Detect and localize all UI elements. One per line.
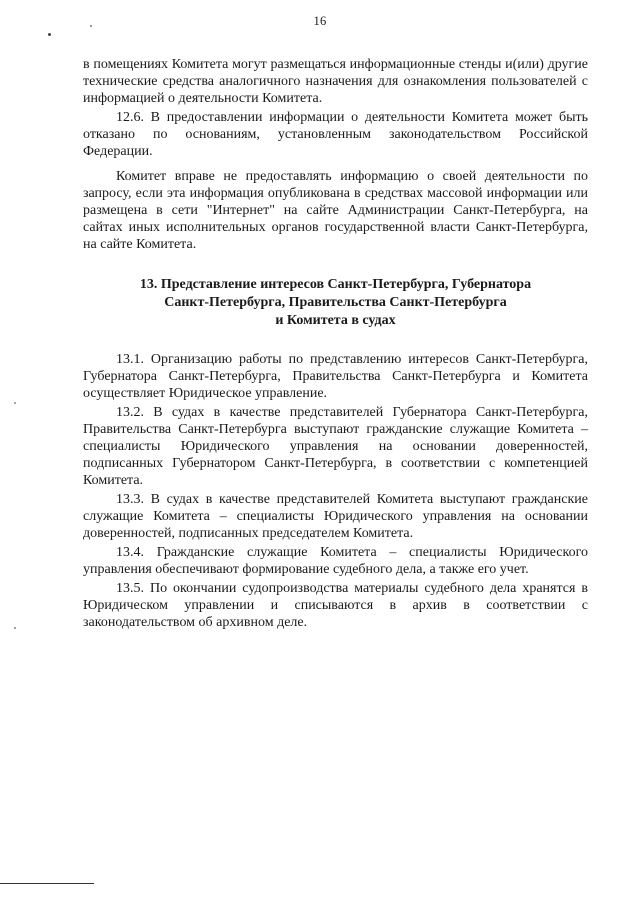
scan-speck [14, 627, 16, 629]
paragraph-12-6: 12.6. В предоставлении информации о деятельности Комитета может быть отказано по основаниям, установленным законодательством Российской Федерации. [83, 110, 588, 159]
section-heading-line-2: Санкт-Петербурга, Правительства Санкт-Петербурга [164, 295, 507, 310]
document-body [83, 56, 588, 633]
paragraph-13-1: 13.1. Организацию работы по представлению интересов Санкт-Петербурга, Губернатора Санкт-Петербурга, Правительства Санкт-Петербурга и Комитета осуществляет Юридическое управление. [83, 352, 588, 401]
section-heading-line-1: 13. Представление интересов Санкт-Петербурга, Губернатора [139, 277, 532, 292]
footnote-divider [0, 883, 94, 884]
paragraph-13-3: 13.3. В судах в качестве представителей Комитета выступают гражданские служащие Комитета – специалисты Юридического управления на основании доверенностей, подписанных председателем Комитета. [83, 492, 588, 541]
section-heading-line-3: и Комитета в судах [275, 313, 396, 328]
paragraph-12-5-continuation: в помещениях Комитета могут размещаться информационные стенды и(или) другие технические средства аналогичного назначения для ознакомления пользователей с информацией о деятельности Комитета. [83, 57, 588, 106]
paragraph-13-2: 13.2. В судах в качестве представителей Губернатора Санкт-Петербурга, Правительства Санкт-Петербурга выступают гражданские служащие Комитета – специалисты Юридического управления на основании доверенностей, подписанных Губернатором Санкт-Петербурга, в соответствии с компетенцией Комитета. [83, 405, 588, 488]
page-number: 16 [313, 14, 327, 28]
section-13-heading [83, 276, 588, 330]
paragraph-13-5: 13.5. По окончании судопроизводства материалы судебного дела хранятся в Юридическом управлении и списываются в архив в соответствии с законодательством об архивном деле. [83, 581, 588, 630]
paragraph-13-4: 13.4. Гражданские служащие Комитета – специалисты Юридического управления обеспечивают формирование судебного дела, а также его учет. [83, 545, 588, 577]
scan-speck [14, 402, 16, 404]
scan-speck [48, 33, 51, 36]
paragraph-12-6-committee-right: Комитет вправе не предоставлять информацию о своей деятельности по запросу, если эта информация опубликована в средствах массовой информации или размещена в сети "Интернет" на сайте Администрации Санкт-Петербурга, на сайтах иных исполнительных органов государственной власти Санкт-Петербурга, на сайте Комитета. [83, 169, 588, 252]
